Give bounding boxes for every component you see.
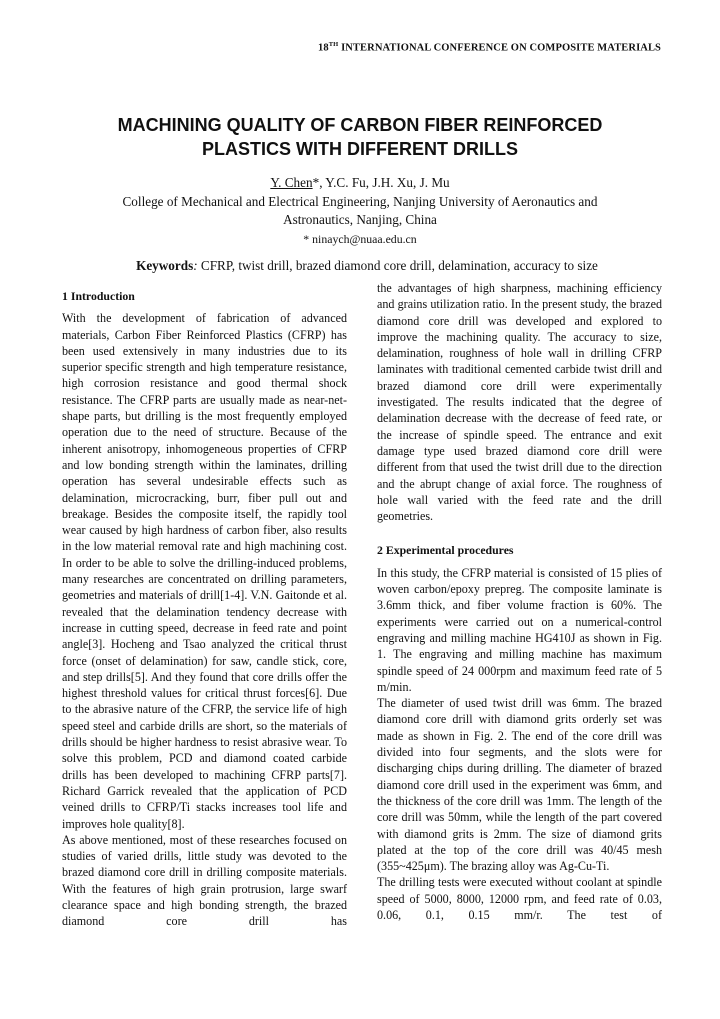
introduction-paragraph-1: With the development of fabrication of advanced materials, Carbon Fiber Reinforced Plastics (CFRP) has been used extensively in many industries due to its superior specific strength and high temperature resistance, high corrosion resistance and good thermal shock resistance. The CFRP parts are usually made as near-net-shape parts, but drilling is the most frequently employed operation due to the need of structure. Because of the inherent anisotropy, inhomogeneous properties of CFRP and low bonding strength within the laminates, drilling operation has several undesirable effects such as delamination, microcracking, burr, fiber pull out and breakage. Besides the composite itself, the rapidly tool wear caused by high hardness of carbon fiber, also results in the low material removal rate and high machining cost. In order to be able to solve the drilling-induced problems, many researches are concentrated on drilling parameters, geometries and materials of drill[1-4]. V.N. Gaitonde et al. revealed that the delamination tendency decrease with increase in cutting speed, decrease in feed rate and point angle[3]. Hocheng and Tsao analyzed the critical thrust force (onset of delamination) for saw, candle stick, core, and step drills[5]. And they found that core drills offer the highest threshold values for critical thrust forces[6]. Due to the abrasive nature of the CFRP, the service life of high speed steel and carbide drills are short, so the materials of drills should be higher hardness to resist abrasive wear. To solve this problem, PCD and diamond coated carbide drills has been developed to machining CFRP parts[7]. Richard Garrick revealed that the application of PCD veined drills to CFRP/Ti stacks increases tool life and improves hole quality[8]. [62, 311, 347, 831]
left-column [62, 280, 347, 930]
section-heading-experimental: 2 Experimental procedures [377, 543, 514, 558]
conference-number-superscript: TH [328, 41, 339, 48]
affiliation-line-2: Astronautics, Nanjing, China [283, 212, 437, 227]
introduction-paragraph-3: the advantages of high sharpness, machining efficiency and grains utilization ratio. In the present study, the brazed diamond core drill was developed and explored to improve the machining quality. The accuracy to size, delamination, roughness of hole wall in drilling CFRP laminates with traditional cemented carbide twist drill and brazed diamond core drill were experimentally investigated. The results indicated that the degree of delamination decrease with the decrease of feed rate, or the increase of spindle speed. The entrance and exit damage type used brazed diamond core drill were different from that used the twist drill due to the direction and the abrupt change of axial force. The roughness of hole wall varied with the feed rate and the drill geometries. [377, 281, 662, 524]
running-header [0, 41, 661, 54]
section-heading-introduction: 1 Introduction [62, 289, 135, 303]
conference-number: 18 [318, 42, 329, 54]
conference-name: INTERNATIONAL CONFERENCE ON COMPOSITE MATERIALS [341, 42, 661, 54]
other-authors: *, Y.C. Fu, J.H. Xu, J. Mu [312, 175, 450, 190]
corresponding-email: * ninaych@nuaa.edu.cn [303, 231, 417, 246]
keywords-label: Keywords [136, 258, 194, 273]
paper-title-line-2: PLASTICS WITH DIFFERENT DRILLS [202, 139, 518, 159]
keywords-text: CFRP, twist drill, brazed diamond core drill, delamination, accuracy to size [197, 258, 598, 273]
introduction-paragraph-2: As above mentioned, most of these researches focused on studies of varied drills, little study was devoted to the brazed diamond core drill in drilling composite materials. With the features of high grain protrusion, large swarf clearance space and high bonding strength, the brazed diamond core drill has [62, 832, 347, 929]
first-author: Y. Chen [270, 175, 313, 190]
author-list [0, 174, 720, 193]
keywords-line [0, 258, 720, 274]
experimental-paragraph-1: In this study, the CFRP material is consisted of 15 plies of woven carbon/epoxy prepreg. The composite laminate is 3.6mm thick, and fiber volume fraction is 60%. The experiments were carried out on a numerical-control engraving and milling machine HG410J as shown in Fig. 1. The engraving and milling machine has maximum spindle speed of 24 000rpm and maximum feed rate of 5 m/min. [377, 565, 662, 694]
affiliation-line-1: College of Mechanical and Electrical Engineering, Nanjing University of Aeronautics and [122, 193, 598, 209]
author-block [0, 174, 720, 248]
keywords-colon: : [193, 258, 198, 273]
experimental-paragraph-2: The diameter of used twist drill was 6mm. The brazed diamond core drill with diamond grits orderly set was made as shown in Fig. 2. The end of the core drill was divided into four segments, and the slots were for discharging chips during drilling. The diameter of brazed diamond core drill used in the experiment was 6mm, and the thickness of the core drill was 1mm. The length of the core drill was 50mm, while the length of the part covered with diamond grits is 2mm. The size of diamond grits plated at the top of the core drill was 40/45 mesh (355~425μm). The brazing alloy was Ag-Cu-Ti. [377, 696, 662, 874]
paper-title [0, 113, 720, 161]
paper-title-line-1: MACHINING QUALITY OF CARBON FIBER REINFORCED [117, 115, 603, 135]
experimental-paragraph-3: The drilling tests were executed without coolant at spindle speed of 5000, 8000, 12000 rpm, and feed rate of 0.03, 0.06, 0.1, 0.15 mm/r. The test of [377, 875, 662, 922]
right-column [377, 280, 662, 923]
